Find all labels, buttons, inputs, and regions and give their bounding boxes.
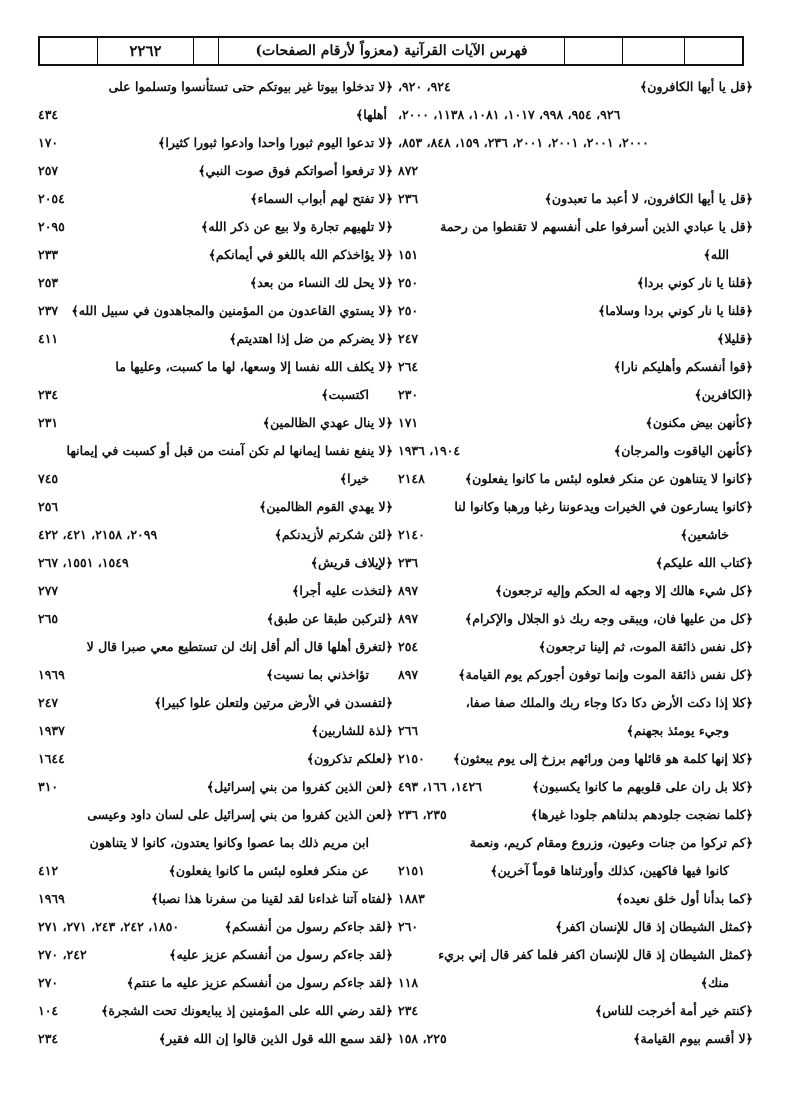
- page-refs: ٢٦٥: [38, 610, 59, 626]
- verse-text: ﴿قل يا أيها الكافرون﴾: [639, 78, 753, 94]
- page-title: فهرس الآيات القرآنية (معزواً لأرقام الصفحات): [219, 38, 565, 64]
- index-entry: [38, 296, 393, 324]
- index-entry: [38, 576, 393, 604]
- index-entry: [38, 688, 393, 716]
- page-refs: ٢٧٧: [38, 582, 59, 598]
- index-entry: [398, 968, 753, 996]
- index-entry: [38, 100, 393, 128]
- index-entry: [398, 240, 753, 268]
- page-refs: ٢٤٧: [38, 694, 59, 710]
- page-refs: ٨٩٧: [398, 610, 419, 626]
- verse-text: ﴿كتاب الله عليكم﴾: [655, 554, 753, 570]
- page-refs: ١٧١: [398, 414, 419, 430]
- page-refs: ٢٦٤: [398, 358, 419, 374]
- verse-text: ﴿كل شيء هالك إلا وجهه له الحكم وإليه ترجعون﴾: [495, 582, 753, 598]
- verse-text: ﴿كلا إذا دكت الأرض دكا دكا وجاء ربك والملك صفا صفا،: [465, 694, 753, 710]
- page-refs: ٢٣٥، ٢٣٦: [398, 806, 447, 822]
- index-entry: [38, 352, 393, 380]
- verse-text: خاشعين﴾: [680, 526, 729, 542]
- page-refs: ١٩٦٩: [38, 666, 65, 682]
- verse-text: ﴿لا تدعوا اليوم ثبورا واحدا وادعوا ثبورا كثيرا﴾: [158, 134, 393, 150]
- page-refs: ٢١٥٠: [398, 750, 425, 766]
- verse-text: ﴿كانوا يسارعون في الخيرات ويدعوننا رغبا ورهبا وكانوا لنا: [454, 498, 753, 514]
- verse-text: ﴿كلا إنها كلمة هو قائلها ومن ورائهم برزخ إلى يوم يبعثون﴾: [452, 750, 753, 766]
- index-entry: [398, 1024, 753, 1052]
- page-refs: ١١٨: [398, 974, 419, 990]
- index-entry: [38, 800, 393, 828]
- index-entry: [398, 772, 753, 800]
- page-refs: ٢٥٠: [398, 302, 419, 318]
- page-refs: ٢٠٩٩، ٢١٥٨، ٤٢١، ٤٢٢: [38, 526, 158, 542]
- page-refs: ٢٥٧: [38, 162, 59, 178]
- verse-text: ﴿لا ينال عهدي الظالمين﴾: [262, 414, 393, 430]
- verse-text: ﴿لا يحل لك النساء من بعد﴾: [249, 274, 393, 290]
- index-entry: [38, 240, 393, 268]
- page-refs: ١٩٠٤، ١٩٣٦: [398, 442, 461, 458]
- verse-text: وجيء يومئذ بجهنم﴾: [626, 722, 729, 738]
- page-refs: ٩٢٦، ٩٥٤، ٩٩٨، ١٠١٧، ١٠٨١، ١١٣٨، ٢٠٠٠،: [398, 106, 621, 122]
- index-column-right: [398, 72, 753, 1052]
- page-refs: ٨٧٢: [398, 162, 419, 178]
- index-entry: [398, 156, 753, 184]
- page-refs: ٤١٢: [38, 862, 59, 878]
- page-refs: ٢٣١: [38, 414, 59, 430]
- verse-text: ﴿لعن الذين كفروا من بني إسرائيل﴾: [206, 778, 393, 794]
- index-entry: [38, 72, 393, 100]
- verse-text: ﴿لقد رضي الله على المؤمنين إذ يبايعونك تحت الشجرة﴾: [101, 1002, 393, 1018]
- verse-text: عن منكر فعلوه لبئس ما كانوا يفعلون﴾: [168, 862, 369, 878]
- verse-text: ﴿لعن الذين كفروا من بني إسرائيل على لسان داود وعيسى: [87, 806, 393, 822]
- index-entry: [398, 716, 753, 744]
- page-refs: ١٩٦٩: [38, 890, 65, 906]
- verse-text: ﴿كمثل الشيطان إذ قال للإنسان اكفر فلما كفر قال إني بريء: [438, 946, 753, 962]
- index-entry: [398, 324, 753, 352]
- page-refs: ١٠٤: [38, 1002, 59, 1018]
- verse-text: ﴿كل نفس ذائقة الموت وإنما توفون أجوركم يوم القيامة﴾: [458, 666, 753, 682]
- index-entry: [398, 184, 753, 212]
- index-entry: [38, 604, 393, 632]
- page-refs: ٢٣٤: [38, 1030, 59, 1046]
- index-entry: [38, 716, 393, 744]
- verse-text: منك﴾: [700, 974, 729, 990]
- index-entry: [38, 632, 393, 660]
- index-entry: [38, 828, 393, 856]
- page-refs: ٩٢٤، ٩٢٠،: [398, 78, 451, 94]
- page-number: ٢٢٦٢: [98, 38, 194, 64]
- verse-text: خيرا﴾: [339, 470, 369, 486]
- index-entry: [398, 660, 753, 688]
- index-entry: [38, 156, 393, 184]
- page-refs: ٢٠٩٥: [38, 218, 65, 234]
- verse-text: الله﴾: [703, 246, 729, 262]
- verse-text: ﴿لا يهدي القوم الظالمين﴾: [259, 498, 393, 514]
- index-entry: [38, 128, 393, 156]
- index-entry: [38, 380, 393, 408]
- verse-text: ﴿قوا أنفسكم وأهليكم نارا﴾: [613, 358, 753, 374]
- verse-text: تؤاخذني بما نسيت﴾: [266, 666, 369, 682]
- verse-text: ﴿كنتم خير أمة أخرجت للناس﴾: [594, 1002, 753, 1018]
- verse-text: ﴿قل يا أيها الكافرون، لا أعبد ما تعبدون﴾: [544, 190, 753, 206]
- page-refs: ٢٣٠: [398, 386, 419, 402]
- page-refs: ٤٣٤: [38, 106, 59, 122]
- page-refs: ٢٥٠: [398, 274, 419, 290]
- page-refs: ١٤٢٦، ١٦٦، ٤٩٣: [398, 778, 482, 794]
- verse-text: ﴿كم تركوا من جنات وعيون، وزروع ومقام كريم، ونعمة: [469, 834, 753, 850]
- index-entry: [38, 772, 393, 800]
- page-refs: ٧٤٥: [38, 470, 59, 486]
- index-entry: [38, 660, 393, 688]
- index-entry: [38, 324, 393, 352]
- index-entry: [38, 1024, 393, 1052]
- page-refs: ٢٣٧: [38, 302, 59, 318]
- index-entry: [398, 996, 753, 1024]
- verse-text: ﴿كأنهن الياقوت والمرجان﴾: [613, 442, 753, 458]
- page-refs: ٢٥٤: [398, 638, 419, 654]
- verse-text: ﴿لإيلاف قريش﴾: [310, 554, 393, 570]
- verse-text: ﴿لا يكلف الله نفسا إلا وسعها، لها ما كسبت، وعليها ما: [115, 358, 393, 374]
- index-entry: [398, 828, 753, 856]
- page-refs: ٢٦٠: [398, 918, 419, 934]
- verse-text: ﴿لا يؤاخذكم الله باللغو في أيمانكم﴾: [208, 246, 393, 262]
- index-entry: [38, 968, 393, 996]
- page-refs: ٤١١: [38, 330, 59, 346]
- verse-text: ﴿الكافرين﴾: [694, 386, 753, 402]
- verse-text: ابن مريم ذلك بما عصوا وكانوا يعتدون، كانوا لا يتناهون: [89, 834, 369, 850]
- page-refs: ٢٣٤: [398, 1002, 419, 1018]
- page-refs: ٢٣٦: [398, 554, 419, 570]
- index-entry: [398, 268, 753, 296]
- verse-text: ﴿لقد جاءكم رسول من أنفسكم عزيز عليه ما عنتم﴾: [126, 974, 393, 990]
- index-entry: [38, 548, 393, 576]
- page-refs: ٣١٠: [38, 778, 59, 794]
- verse-text: ﴿قلنا يا نار كوني بردا﴾: [636, 274, 753, 290]
- index-entry: [38, 212, 393, 240]
- verse-text: ﴿لا ينفع نفسا إيمانها لم تكن آمنت من قبل أو كسبت في إيمانها: [66, 442, 393, 458]
- index-entry: [38, 184, 393, 212]
- verse-text: ﴿كل نفس ذائقة الموت، ثم إلينا ترجعون﴾: [538, 638, 753, 654]
- index-entry: [398, 604, 753, 632]
- index-entry: [398, 436, 753, 464]
- verse-text: ﴿قل يا عبادي الذين أسرفوا على أنفسهم لا تقنطوا من رحمة: [440, 218, 753, 234]
- index-entry: [38, 744, 393, 772]
- verse-text: ﴿كما بدأنا أول خلق نعيده﴾: [615, 890, 753, 906]
- verse-text: ﴿كأنهن بيض مكنون﴾: [645, 414, 753, 430]
- verse-text: ﴿لتخذت عليه أجرا﴾: [292, 582, 393, 598]
- verse-text: ﴿قلنا يا نار كوني بردا وسلاما﴾: [598, 302, 753, 318]
- verse-text: ﴿كل من عليها فان، ويبقى وجه ربك ذو الجلال والإكرام﴾: [464, 610, 753, 626]
- verse-text: ﴿قليلا﴾: [717, 330, 753, 346]
- page-refs: ٢٣٤: [38, 386, 59, 402]
- verse-text: ﴿لعلكم تذكرون﴾: [306, 750, 393, 766]
- verse-text: ﴿لا يضركم من ضل إذا اهتديتم﴾: [229, 330, 393, 346]
- page-refs: ٢٧٠: [38, 974, 59, 990]
- index-entry: [38, 464, 393, 492]
- index-entry: [398, 520, 753, 548]
- verse-text: ﴿لا ترفعوا أصواتكم فوق صوت النبي﴾: [198, 162, 393, 178]
- page-refs: ٨٩٧: [398, 666, 419, 682]
- index-entry: [38, 436, 393, 464]
- verse-text: ﴿لقد سمع الله قول الذين قالوا إن الله فقير﴾: [158, 1030, 393, 1046]
- verse-text: ﴿لا تدخلوا بيوتا غير بيوتكم حتى تستأنسوا وتسلموا على: [108, 78, 393, 94]
- header-cell-empty: [194, 38, 219, 64]
- index-entry: [398, 212, 753, 240]
- verse-text: ﴿لقد جاءكم رسول من أنفسكم عزيز عليه﴾: [169, 946, 393, 962]
- index-entry: [38, 520, 393, 548]
- verse-text: ﴿لا أقسم بيوم القيامة﴾: [633, 1030, 753, 1046]
- index-entry: [398, 380, 753, 408]
- page-refs: ٢٥٣: [38, 274, 59, 290]
- index-entry: [398, 492, 753, 520]
- index-entry: [38, 268, 393, 296]
- page-refs: ٢٤٧: [398, 330, 419, 346]
- header-cell-empty: [623, 38, 685, 64]
- index-entry: [398, 464, 753, 492]
- verse-text: ﴿كمثل الشيطان إذ قال للإنسان اكفر﴾: [555, 918, 753, 934]
- index-entry: [398, 548, 753, 576]
- index-entry: [38, 856, 393, 884]
- verse-text: اكتسبت﴾: [321, 386, 369, 402]
- index-entry: [398, 352, 753, 380]
- page-refs: ٢١٥١: [398, 862, 425, 878]
- index-entry: [398, 408, 753, 436]
- index-entry: [398, 72, 753, 100]
- page-refs: ٢١٤٠: [398, 526, 425, 542]
- page-refs: ٢٠٥٤: [38, 190, 65, 206]
- verse-text: ﴿لا يستوي القاعدون من المؤمنين والمجاهدون في سبيل الله﴾: [71, 302, 393, 318]
- verse-text: أهلها﴾: [355, 106, 387, 122]
- index-entry: [38, 912, 393, 940]
- index-entry: [398, 800, 753, 828]
- page-refs: ١٩٣٧: [38, 722, 65, 738]
- page-refs: ٢٦٦: [398, 722, 419, 738]
- page-refs: ١٦٤٤: [38, 750, 65, 766]
- verse-text: ﴿لا تلهيهم تجارة ولا بيع عن ذكر الله﴾: [201, 218, 393, 234]
- verse-text: ﴿لتفسدن في الأرض مرتين ولتعلن علوا كبيرا﴾: [154, 694, 393, 710]
- index-entry: [398, 128, 753, 156]
- page-refs: ١٥١: [398, 246, 419, 262]
- index-entry: [398, 940, 753, 968]
- page-refs: ٢٥٦: [38, 498, 59, 514]
- verse-text: ﴿لا تفتح لهم أبواب السماء﴾: [250, 190, 393, 206]
- page-refs: ٢١٤٨: [398, 470, 425, 486]
- index-entry: [38, 996, 393, 1024]
- index-entry: [38, 940, 393, 968]
- header-cell-empty: [40, 38, 98, 64]
- verse-text: كانوا فيها فاكهين، كذلك وأورثناها قوماً آخرين﴾: [490, 862, 729, 878]
- verse-text: ﴿كلما نضجت جلودهم بدلناهم جلودا غيرها﴾: [530, 806, 753, 822]
- index-column-left: [38, 72, 393, 1052]
- index-entry: [398, 744, 753, 772]
- header-cell-empty: [565, 38, 623, 64]
- index-entry: [398, 632, 753, 660]
- index-entry: [398, 912, 753, 940]
- index-entry: [38, 884, 393, 912]
- verse-text: ﴿كانوا لا يتناهون عن منكر فعلوه لبئس ما كانوا يفعلون﴾: [464, 470, 753, 486]
- verse-text: ﴿لئن شكرتم لأزيدنكم﴾: [274, 526, 393, 542]
- page-refs: ٨٩٧: [398, 582, 419, 598]
- verse-text: ﴿لتركبن طبقا عن طبق﴾: [266, 610, 393, 626]
- verse-text: ﴿لتغرق أهلها قال ألم أقل إنك لن تستطيع معي صبرا قال لا: [86, 638, 393, 654]
- index-entry: [398, 576, 753, 604]
- verse-text: ﴿لذة للشاربين﴾: [311, 722, 393, 738]
- page-refs: ١٨٨٣: [398, 890, 425, 906]
- index-entry: [398, 688, 753, 716]
- page-refs: ١٧٠: [38, 134, 59, 150]
- page-refs: ٢٣٣: [38, 246, 59, 262]
- page-refs: ٢٣٦: [398, 190, 419, 206]
- verse-text: ﴿لفتاه آتنا غداءنا لقد لقينا من سفرنا هذا نصبا﴾: [151, 890, 393, 906]
- verse-text: ﴿لقد جاءكم رسول من أنفسكم﴾: [224, 918, 393, 934]
- page-refs: ٢٤٢، ٢٧٠: [38, 946, 87, 962]
- page-refs: ١٥٤٩، ١٥٥١، ٢٦٧: [38, 554, 129, 570]
- index-entry: [38, 492, 393, 520]
- page-refs: ٢٠٠٠، ٢٠٠١، ٢٠٠١، ٢٠٠١، ٢٣٦، ١٥٩، ٨٤٨، ٨٥٣،: [398, 134, 649, 150]
- page-header: [38, 36, 744, 66]
- index-entry: [398, 856, 753, 884]
- page-refs: ١٨٥٠، ٢٤٢، ٢٤٣، ٢٧١، ٢٧١: [38, 918, 180, 934]
- verse-text: ﴿كلا بل ران على قلوبهم ما كانوا يكسبون﴾: [532, 778, 753, 794]
- index-entry: [398, 296, 753, 324]
- index-entry: [38, 408, 393, 436]
- index-entry: [398, 100, 753, 128]
- index-entry: [398, 884, 753, 912]
- header-cell-empty: [685, 38, 742, 64]
- page-refs: ٢٢٥، ١٥٨: [398, 1030, 447, 1046]
